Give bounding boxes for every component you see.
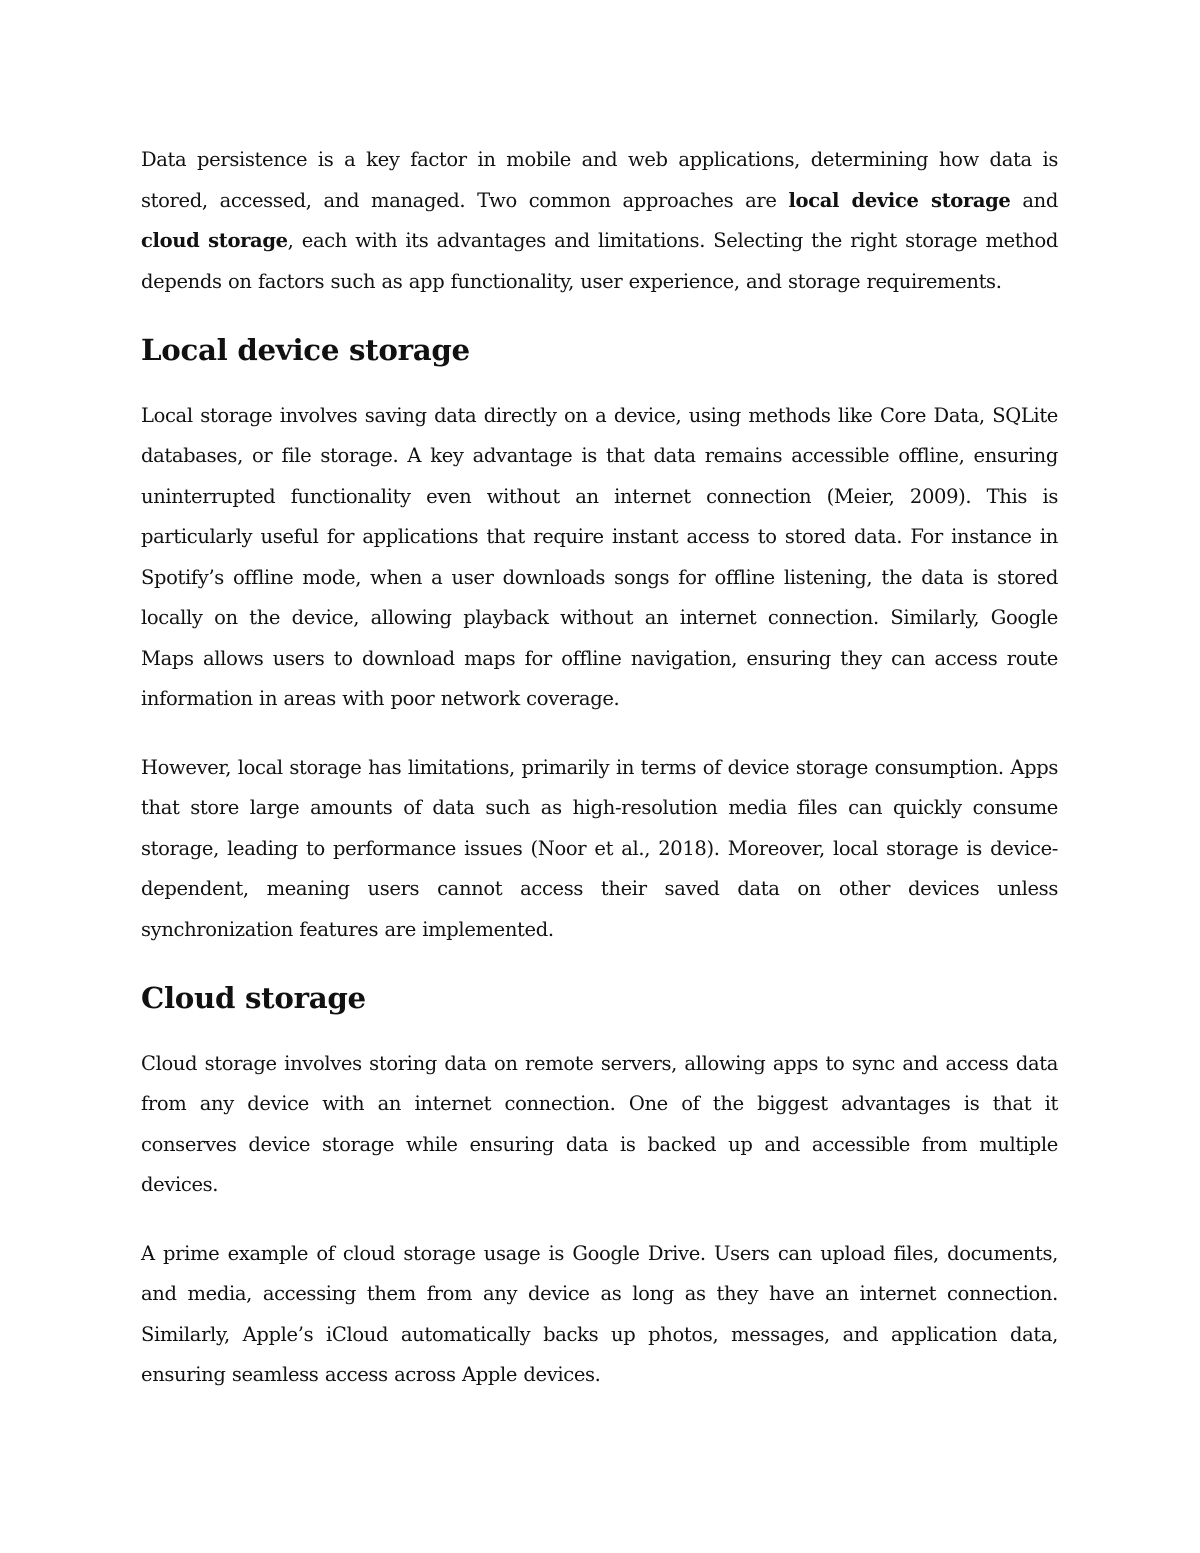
local-storage-heading: Local device storage [141, 333, 470, 367]
cloud-storage-paragraph-1: Cloud storage involves storing data on remote servers, allowing apps to sync and access data from any device with an internet connection. One of the biggest advantages is that it conserves device storage while ensuring data is backed up and accessible from multiple devices. [141, 1051, 1058, 1196]
cloud-storage-paragraph-2: A prime example of cloud storage usage is Google Drive. Users can upload files, documents, and media, accessing them from any device as long as they have an internet connection. Similarly, Apple’s iCloud automatically backs up photos, messages, and application data, ensuring seamless access across Apple devices. [141, 1241, 1058, 1386]
cloud-storage-heading: Cloud storage [141, 981, 366, 1015]
intro-text-1: Data persistence is a key factor in mobile and web applications, determining how data is stored, accessed, and managed. Two common approaches are [141, 148, 1058, 212]
intro-text-3: , each with its advantages and limitations. Selecting the right storage method depends on factors such as app functionality, user experience, and storage requirements. [141, 229, 1059, 293]
document-page [141, 140, 1058, 1424]
intro-bold-local-device-storage: local device storage [788, 188, 1011, 212]
local-storage-paragraph-1: Local storage involves saving data directly on a device, using methods like Core Data, SQLite databases, or file storage. A key advantage is that data remains accessible offline, ensuring uninterrupted functionality even without an internet connection (Meier, 2009). This is particularly useful for applications that require instant access to stored data. For instance in Spotify’s offline mode, when a user downloads songs for offline listening, the data is stored locally on the device, allowing playback without an internet connection. Similarly, Google Maps allows users to download maps for offline navigation, ensuring they can access route information in areas with poor network coverage. [141, 403, 1058, 710]
intro-text-2: and [1010, 188, 1058, 212]
local-storage-paragraph-2: However, local storage has limitations, primarily in terms of device storage consumption. Apps that store large amounts of data such as high-resolution media files can quickly consume storage, leading to performance issues (Noor et al., 2018). Moreover, local storage is device-dependent, meaning users cannot access their saved data on other devices unless synchronization features are implemented. [141, 755, 1058, 941]
intro-paragraph [141, 140, 1058, 302]
intro-bold-cloud-storage: cloud storage [141, 229, 288, 252]
